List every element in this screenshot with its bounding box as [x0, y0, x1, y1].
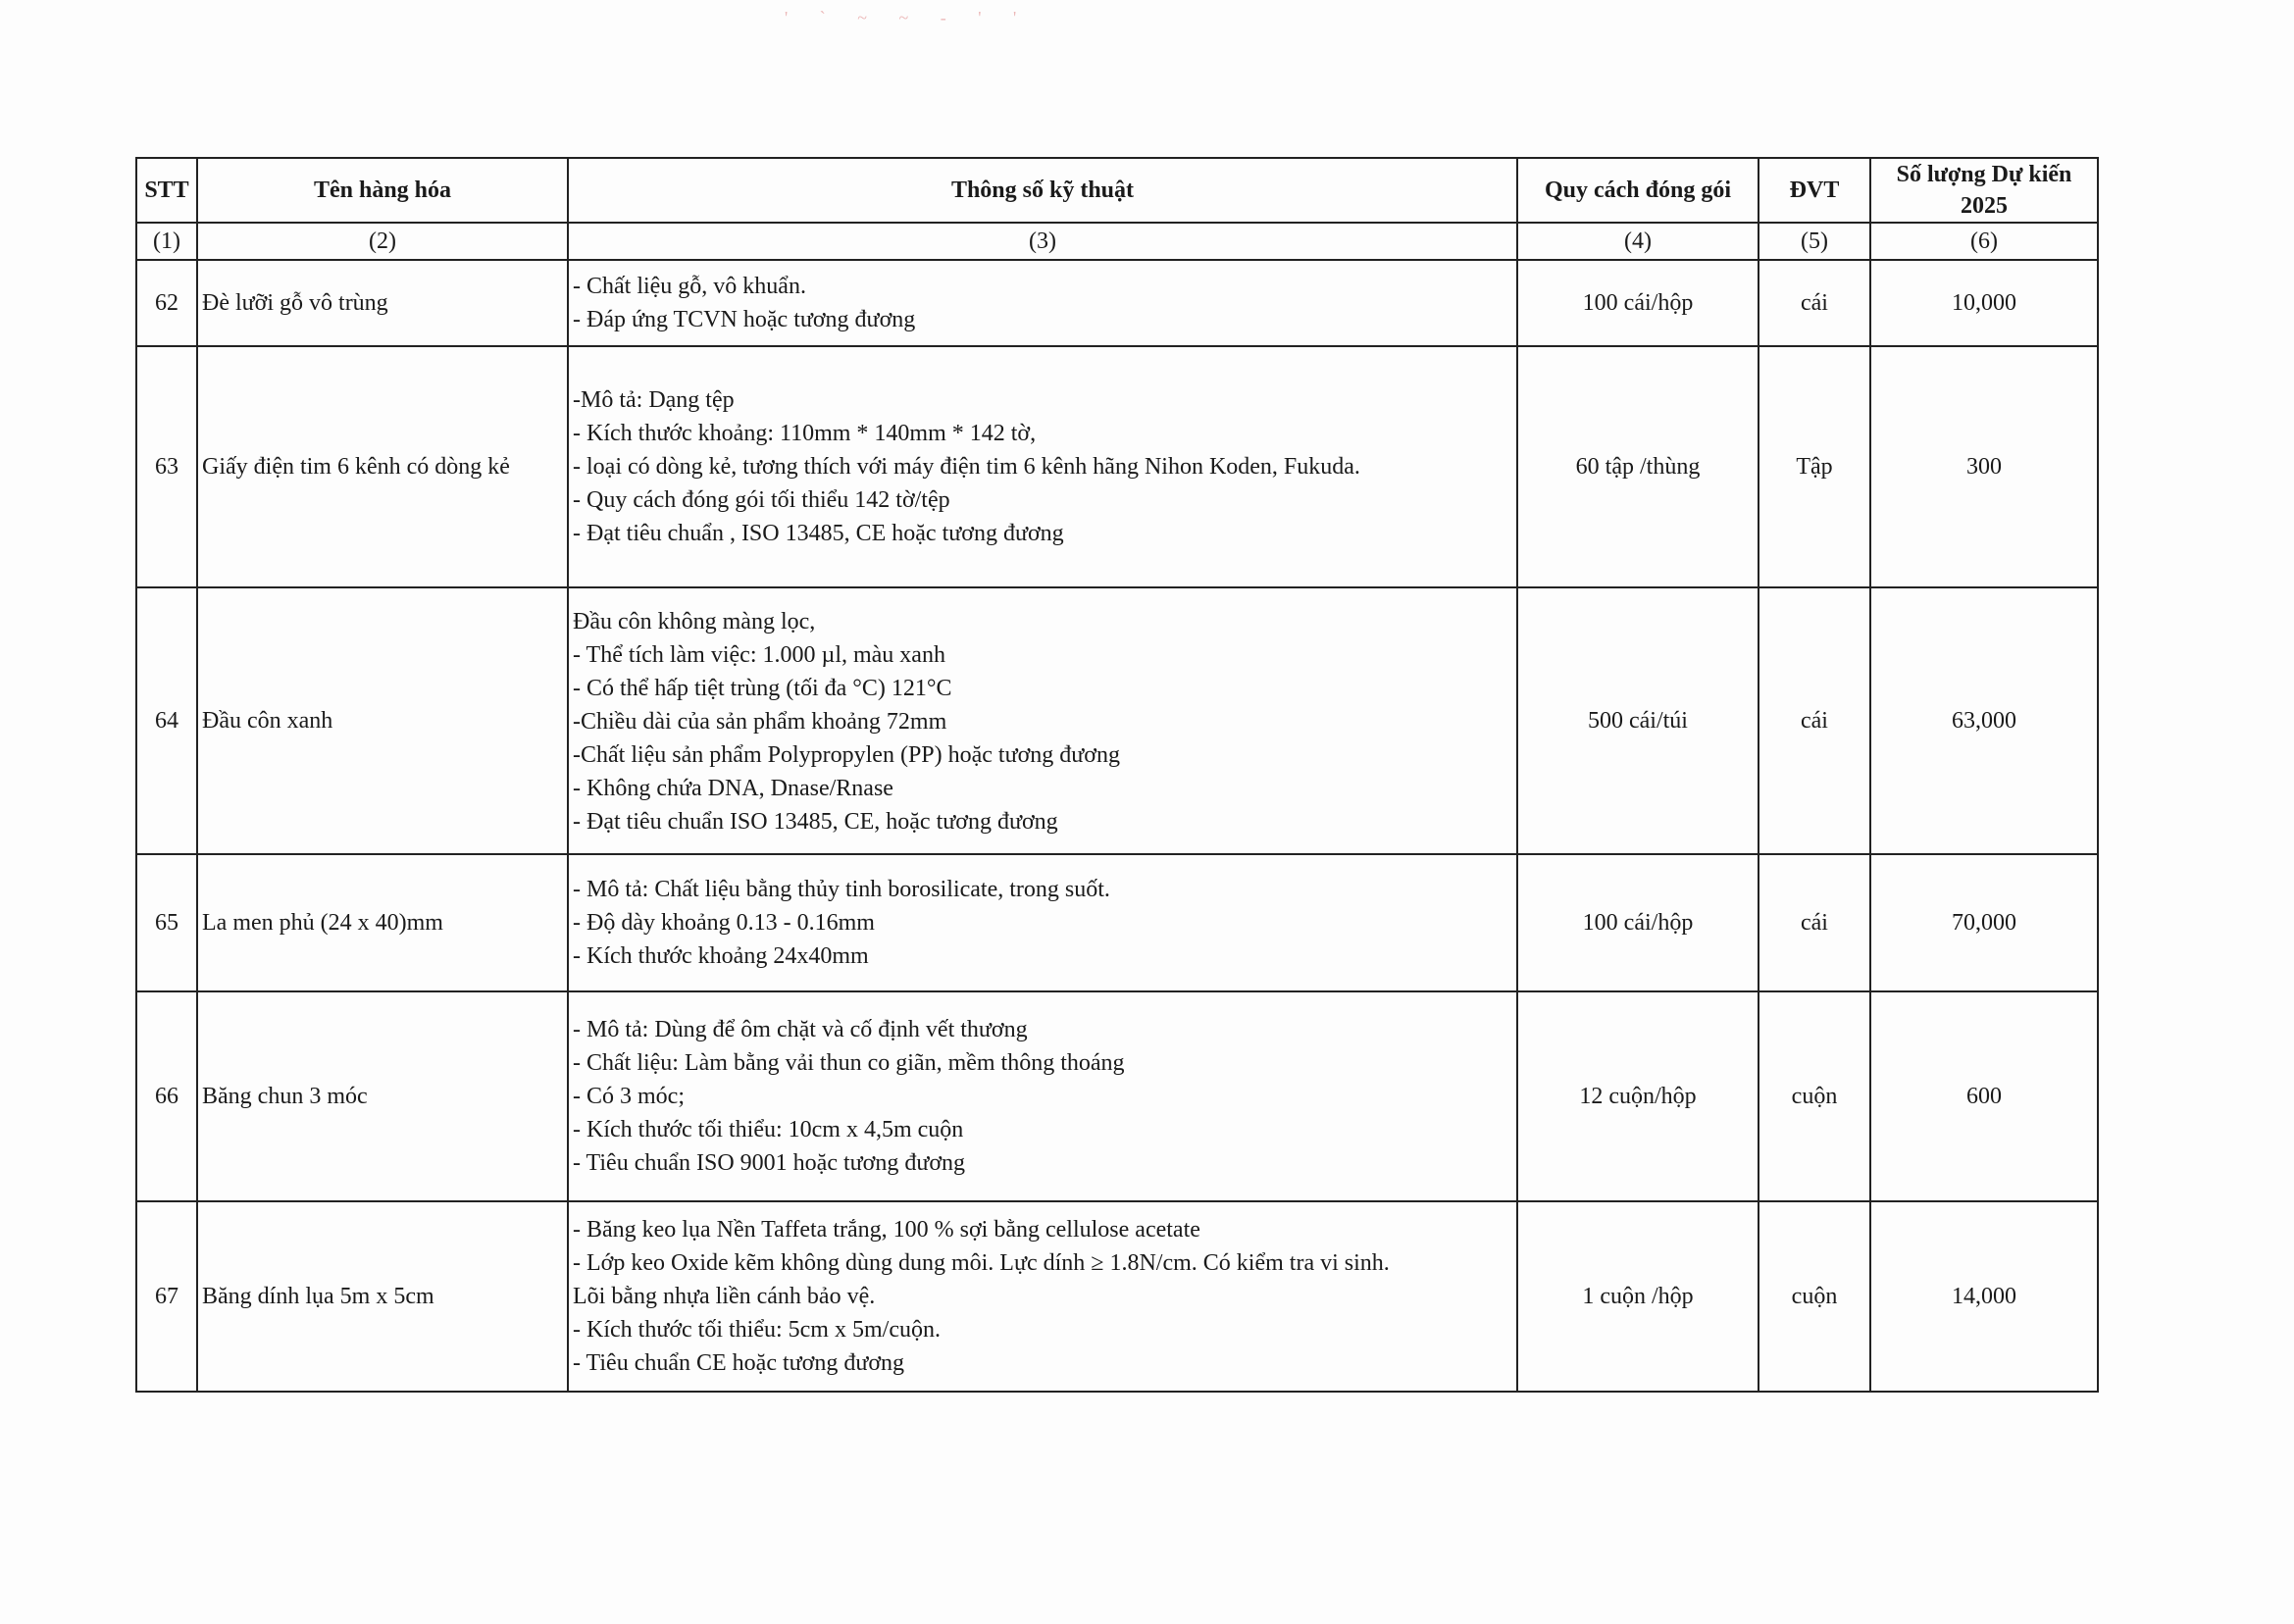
row-stt: 63	[136, 346, 197, 587]
header-unit: ĐVT	[1759, 158, 1870, 223]
row-technical-spec	[568, 854, 1517, 991]
row-technical-spec	[568, 991, 1517, 1201]
row-quantity: 14,000	[1870, 1201, 2098, 1392]
row-product-name: Đầu côn xanh	[197, 587, 568, 854]
column-number-row	[136, 223, 2098, 260]
column-number: (4)	[1517, 223, 1759, 260]
table-header-row	[136, 158, 2098, 223]
column-number: (6)	[1870, 223, 2098, 260]
scan-artifact-marks: ' ` ~ ~ - ' '	[785, 8, 1031, 27]
spec-line: - Chất liệu: Làm bằng vải thun co giãn, mềm thông thoáng	[573, 1050, 1125, 1076]
product-spec-table	[135, 157, 2099, 1393]
row-packing: 12 cuộn/hộp	[1517, 991, 1759, 1201]
row-unit: cái	[1759, 587, 1870, 854]
spec-line: - Kích thước khoảng 24x40mm	[573, 943, 869, 969]
table-row	[136, 854, 2098, 991]
header-packing: Quy cách đóng gói	[1517, 158, 1759, 223]
row-unit: cái	[1759, 260, 1870, 346]
header-quantity: Số lượng Dự kiến 2025	[1870, 158, 2098, 223]
row-quantity: 600	[1870, 991, 2098, 1201]
spec-line: - Có thể hấp tiệt trùng (tối đa °C) 121°C	[573, 676, 952, 701]
table-row	[136, 1201, 2098, 1392]
spec-line: - loại có dòng kẻ, tương thích với máy điện tim 6 kênh hãng Nihon Koden, Fukuda.	[573, 454, 1360, 480]
row-packing: 60 tập /thùng	[1517, 346, 1759, 587]
row-technical-spec	[568, 346, 1517, 587]
row-product-name: La men phủ (24 x 40)mm	[197, 854, 568, 991]
row-packing: 100 cái/hộp	[1517, 260, 1759, 346]
table-row	[136, 346, 2098, 587]
spec-line: - Tiêu chuẩn ISO 9001 hoặc tương đương	[573, 1150, 966, 1176]
spec-line: - Mô tả: Dùng để ôm chặt và cố định vết thương	[573, 1017, 1028, 1042]
spec-line: - Độ dày khoảng 0.13 - 0.16mm	[573, 910, 875, 936]
spec-line: - Thể tích làm việc: 1.000 µl, màu xanh	[573, 642, 945, 668]
spec-line: - Băng keo lụa Nền Taffeta trắng, 100 % sợi bằng cellulose acetate	[573, 1217, 1200, 1243]
spec-line: Lõi bằng nhựa liền cánh bảo vệ.	[573, 1284, 876, 1309]
row-technical-spec	[568, 260, 1517, 346]
column-number: (2)	[197, 223, 568, 260]
row-unit: cuộn	[1759, 991, 1870, 1201]
header-technical-spec: Thông số kỹ thuật	[568, 158, 1517, 223]
spec-line: - Không chứa DNA, Dnase/Rnase	[573, 776, 893, 801]
row-packing: 1 cuộn /hộp	[1517, 1201, 1759, 1392]
row-quantity: 300	[1870, 346, 2098, 587]
row-quantity: 63,000	[1870, 587, 2098, 854]
spec-line: -Chất liệu sản phẩm Polypropylen (PP) hoặc tương đương	[573, 742, 1120, 768]
row-stt: 67	[136, 1201, 197, 1392]
spec-line: - Kích thước khoảng: 110mm * 140mm * 142 tờ,	[573, 421, 1037, 446]
spec-line: - Lớp keo Oxide kẽm không dùng dung môi. Lực dính ≥ 1.8N/cm. Có kiểm tra vi sinh.	[573, 1250, 1390, 1276]
row-unit: Tập	[1759, 346, 1870, 587]
spec-line: -Mô tả: Dạng tệp	[573, 387, 735, 413]
table-row	[136, 991, 2098, 1201]
spec-line: - Tiêu chuẩn CE hoặc tương đương	[573, 1350, 905, 1376]
row-technical-spec	[568, 587, 1517, 854]
spec-line: - Kích thước tối thiểu: 5cm x 5m/cuộn.	[573, 1317, 941, 1343]
header-product-name: Tên hàng hóa	[197, 158, 568, 223]
row-product-name: Băng dính lụa 5m x 5cm	[197, 1201, 568, 1392]
column-number: (1)	[136, 223, 197, 260]
row-product-name: Giấy điện tim 6 kênh có dòng kẻ	[197, 346, 568, 587]
row-packing: 500 cái/túi	[1517, 587, 1759, 854]
row-stt: 64	[136, 587, 197, 854]
row-quantity: 70,000	[1870, 854, 2098, 991]
spec-line: - Đạt tiêu chuẩn ISO 13485, CE, hoặc tương đương	[573, 809, 1058, 835]
spec-line: - Kích thước tối thiểu: 10cm x 4,5m cuộn	[573, 1117, 964, 1142]
spec-line: Đầu côn không màng lọc,	[573, 609, 816, 634]
row-product-name: Đè lưỡi gỗ vô trùng	[197, 260, 568, 346]
row-product-name: Băng chun 3 móc	[197, 991, 568, 1201]
row-technical-spec	[568, 1201, 1517, 1392]
row-unit: cái	[1759, 854, 1870, 991]
row-packing: 100 cái/hộp	[1517, 854, 1759, 991]
spec-line: - Đạt tiêu chuẩn , ISO 13485, CE hoặc tương đương	[573, 521, 1064, 546]
spec-line: -Chiều dài của sản phẩm khoảng 72mm	[573, 709, 947, 735]
column-number: (5)	[1759, 223, 1870, 260]
spec-line: - Đáp ứng TCVN hoặc tương đương	[573, 307, 916, 332]
table-row	[136, 260, 2098, 346]
spec-line: - Có 3 móc;	[573, 1084, 685, 1109]
row-unit: cuộn	[1759, 1201, 1870, 1392]
row-stt: 66	[136, 991, 197, 1201]
row-quantity: 10,000	[1870, 260, 2098, 346]
table-row	[136, 587, 2098, 854]
spec-line: - Chất liệu gỗ, vô khuẩn.	[573, 274, 806, 299]
spec-line: - Mô tả: Chất liệu bằng thủy tinh borosilicate, trong suốt.	[573, 877, 1110, 902]
row-stt: 62	[136, 260, 197, 346]
row-stt: 65	[136, 854, 197, 991]
header-stt: STT	[136, 158, 197, 223]
column-number: (3)	[568, 223, 1517, 260]
spec-line: - Quy cách đóng gói tối thiểu 142 tờ/tệp	[573, 487, 950, 513]
